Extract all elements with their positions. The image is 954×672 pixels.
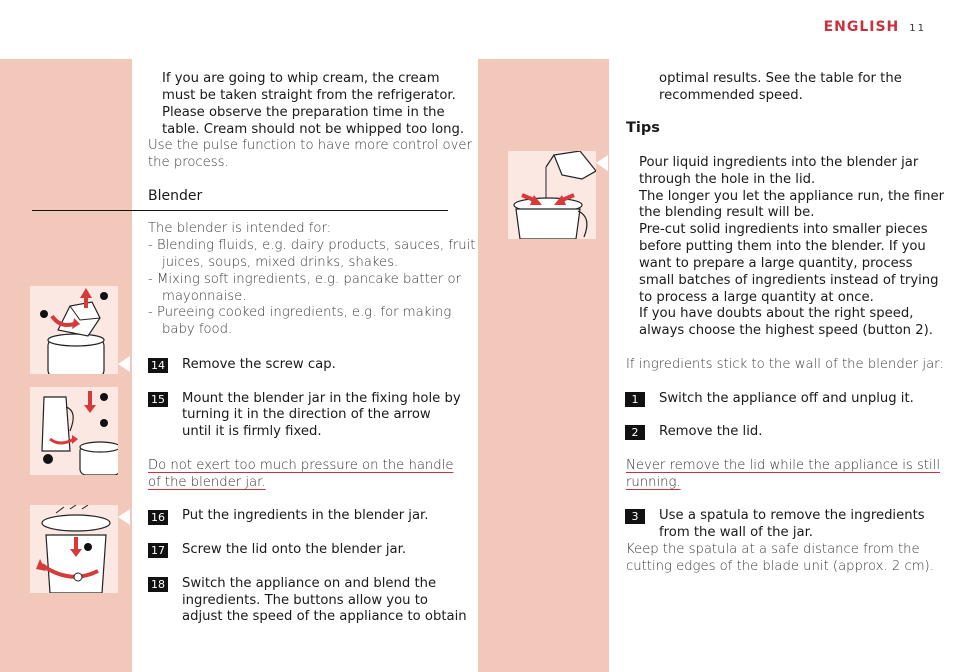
- cream-note-line-4: table. Cream should not be whipped too long.: [162, 122, 465, 137]
- intended-line-1: The blender is intended for:: [148, 221, 332, 236]
- step-14-text: Remove the screw cap.: [182, 357, 336, 372]
- blender-heading: Blender: [148, 188, 203, 204]
- section-rule: [32, 210, 448, 211]
- continued-line-1: optimal results. See the table for the: [659, 71, 902, 86]
- callout-notch: [596, 155, 608, 171]
- step-1-text: Switch the appliance off and unplug it.: [659, 391, 914, 406]
- step-17-text: Screw the lid onto the blender jar.: [182, 542, 407, 557]
- spatula-note-line-1: Keep the spatula at a safe distance from the: [626, 542, 920, 557]
- callout-notch: [118, 356, 130, 372]
- step-number-2: 2: [625, 425, 645, 440]
- tip-line-5: Pre-cut solid ingredients into smaller pieces: [639, 222, 928, 237]
- tip-line-10: If you have doubts about the right speed,: [639, 306, 914, 321]
- tip-line-8: small batches of ingredients instead of trying: [639, 273, 939, 288]
- stick-intro: If ingredients stick to the wall of the blender jar:: [626, 357, 944, 372]
- intended-line-6: - Pureeing cooked ingredients, e.g. for making: [148, 305, 452, 320]
- step-number-14: 14: [148, 358, 168, 373]
- step-15-line-1: Mount the blender jar in the fixing hole by: [182, 391, 461, 406]
- handle-warning-line-1: Do not exert too much pressure on the handle: [148, 458, 454, 473]
- cream-note-line-3: Please observe the preparation time in the: [162, 105, 445, 120]
- pulse-note-line-2: the process.: [148, 155, 229, 170]
- tip-line-9: to process a large quantity at once.: [639, 290, 874, 305]
- step-number-3: 3: [625, 509, 645, 524]
- tip-line-2: through the hole in the lid.: [639, 172, 816, 187]
- illustration-screw-lid: [30, 505, 118, 593]
- step-18-line-1: Switch the appliance on and blend the: [182, 576, 437, 591]
- intended-line-7: baby food.: [162, 322, 233, 337]
- illustration-pour-liquid: [508, 151, 596, 239]
- cream-note-line-2: must be taken straight from the refrigerator.: [162, 88, 456, 103]
- step-number-17: 17: [148, 543, 168, 558]
- step-2-text: Remove the lid.: [659, 424, 763, 439]
- lid-warning-line-2: running.: [626, 475, 681, 490]
- intended-line-5: mayonnaise.: [162, 289, 247, 304]
- step-number-16: 16: [148, 510, 168, 525]
- continued-line-2: recommended speed.: [659, 88, 803, 103]
- handle-warning-line-2: of the blender jar.: [148, 475, 266, 490]
- tips-heading: Tips: [626, 120, 660, 136]
- step-number-1: 1: [625, 392, 645, 407]
- intended-line-3: juices, soups, mixed drinks, shakes.: [162, 255, 399, 270]
- page-header: [824, 19, 926, 35]
- page-number: 11: [909, 23, 926, 34]
- pulse-note-line-1: Use the pulse function to have more control over: [148, 138, 472, 153]
- step-15-line-3: until it is firmly fixed.: [182, 424, 322, 439]
- tip-line-7: want to prepare a large quantity, process: [639, 256, 913, 271]
- tip-line-11: always choose the highest speed (button 2).: [639, 323, 933, 338]
- lid-warning-line-1: Never remove the lid while the appliance is still: [626, 458, 941, 473]
- step-3-line-2: from the wall of the jar.: [659, 525, 813, 540]
- intended-line-4: - Mixing soft ingredients, e.g. pancake batter or: [148, 272, 461, 287]
- tip-line-4: the blending result will be.: [639, 205, 815, 220]
- tip-line-6: before putting them into the blender. If you: [639, 239, 926, 254]
- step-number-18: 18: [148, 577, 168, 592]
- step-18-line-3: adjust the speed of the appliance to obtain: [182, 609, 467, 624]
- step-3-line-1: Use a spatula to remove the ingredients: [659, 508, 925, 523]
- spatula-note-line-2: cutting edges of the blade unit (approx. 2 cm).: [626, 559, 934, 574]
- tip-line-3: The longer you let the appliance run, the finer: [639, 189, 945, 204]
- step-16-text: Put the ingredients in the blender jar.: [182, 508, 429, 523]
- language-label: ENGLISH: [823, 19, 900, 35]
- step-15-line-2: turning it in the direction of the arrow: [182, 407, 431, 422]
- cream-note-line-1: If you are going to whip cream, the cream: [162, 71, 440, 86]
- tip-line-1: Pour liquid ingredients into the blender jar: [639, 155, 919, 170]
- step-number-15: 15: [148, 392, 168, 407]
- intended-line-2: - Blending fluids, e.g. dairy products, sauces, fruit: [148, 238, 476, 253]
- step-18-line-2: ingredients. The buttons allow you to: [182, 593, 428, 608]
- callout-notch: [118, 509, 130, 525]
- illustration-remove-screw-cap: [30, 286, 118, 374]
- illustration-mount-jar: [30, 387, 118, 475]
